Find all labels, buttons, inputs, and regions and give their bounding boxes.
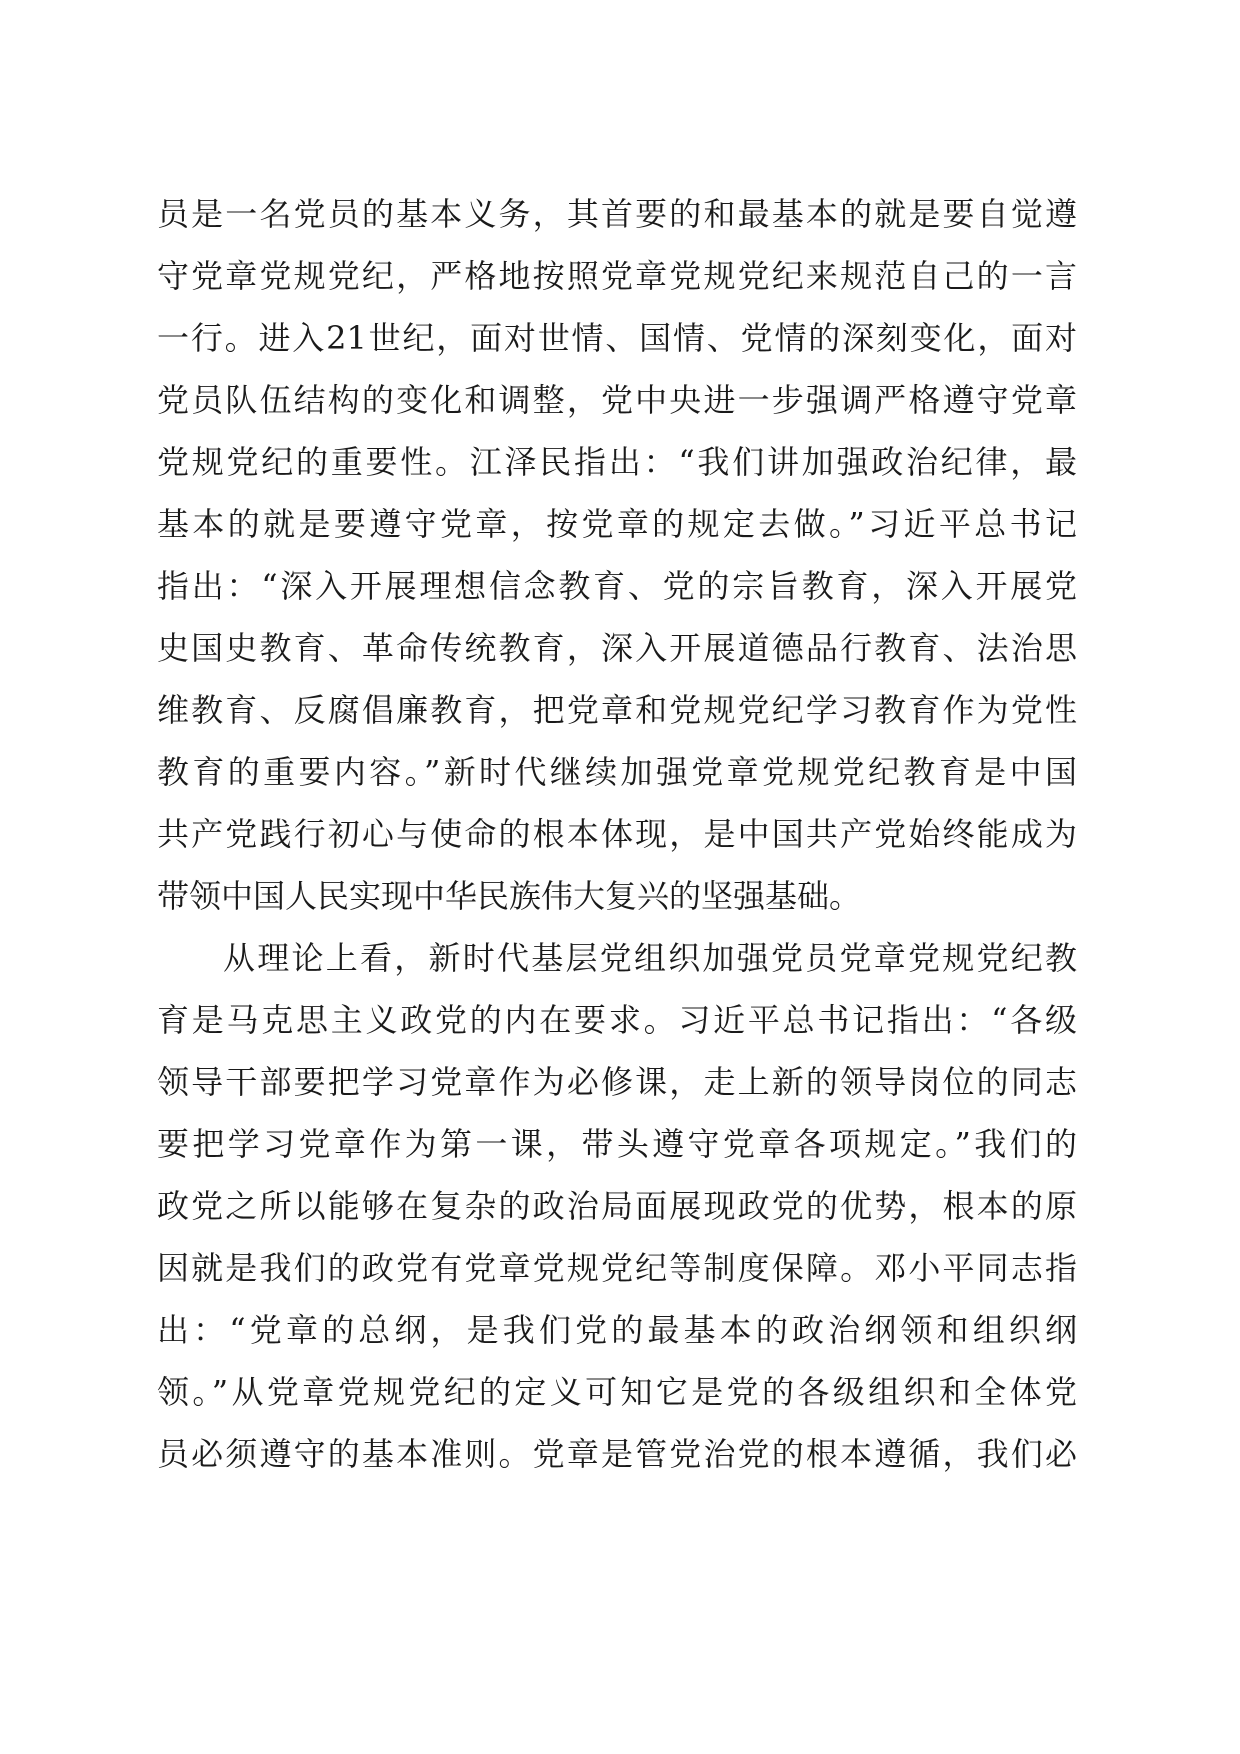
body-text xyxy=(157,183,1077,1485)
text-line: 共产党践行初心与使命的根本体现，是中国共产党始终能成为 xyxy=(157,815,1077,853)
text-line: 一行。进入21世纪，面对世情、国情、党情的深刻变化，面对 xyxy=(157,319,1077,357)
text-line: 领导干部要把学习党章作为必修课，走上新的领导岗位的同志 xyxy=(157,1063,1077,1101)
text-line: 员必须遵守的基本准则。党章是管党治党的根本遵循，我们必 xyxy=(157,1435,1077,1473)
text-line: 维教育、反腐倡廉教育，把党章和党规党纪学习教育作为党性 xyxy=(157,691,1077,729)
paragraph-first-line: 从理论上看，新时代基层党组织加强党员党章党规党纪教 xyxy=(223,939,1077,977)
paragraph-end-line: 带领中国人民实现中华民族伟大复兴的坚强基础。 xyxy=(157,877,862,915)
text-line: 史国史教育、革命传统教育，深入开展道德品行教育、法治思 xyxy=(157,629,1077,667)
text-line: 因就是我们的政党有党章党规党纪等制度保障。邓小平同志指 xyxy=(157,1249,1077,1287)
text-line: 指出：“深入开展理想信念教育、党的宗旨教育，深入开展党 xyxy=(157,567,1077,605)
text-line: 教育的重要内容。”新时代继续加强党章党规党纪教育是中国 xyxy=(157,753,1077,791)
text-line: 育是马克思主义政党的内在要求。习近平总书记指出：“各级 xyxy=(157,1001,1077,1039)
text-line: 政党之所以能够在复杂的政治局面展现政党的优势，根本的原 xyxy=(157,1187,1077,1225)
text-line: 要把学习党章作为第一课，带头遵守党章各项规定。”我们的 xyxy=(157,1125,1077,1163)
text-line: 党员队伍结构的变化和调整，党中央进一步强调严格遵守党章 xyxy=(157,381,1077,419)
text-line: 基本的就是要遵守党章，按党章的规定去做。”习近平总书记 xyxy=(157,505,1077,543)
text-line: 员是一名党员的基本义务，其首要的和最基本的就是要自觉遵 xyxy=(157,195,1077,233)
text-line: 守党章党规党纪，严格地按照党章党规党纪来规范自己的一言 xyxy=(157,257,1077,295)
text-line: 党规党纪的重要性。江泽民指出：“我们讲加强政治纪律，最 xyxy=(157,443,1077,481)
text-line: 出：“党章的总纲，是我们党的最基本的政治纲领和组织纲 xyxy=(157,1311,1077,1349)
text-line: 领。”从党章党规党纪的定义可知它是党的各级组织和全体党 xyxy=(157,1373,1077,1411)
